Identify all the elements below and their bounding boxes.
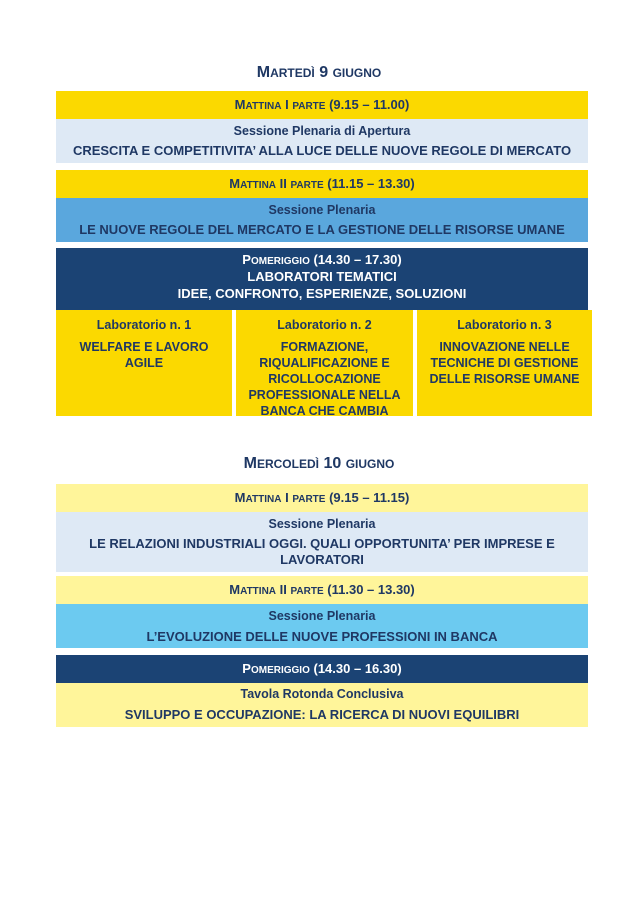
day2-session3-block <box>56 683 588 727</box>
lab-1-body: WELFARE E LAVORO AGILE <box>79 340 209 370</box>
session-topic: CRESCITA E COMPETITIVITA’ ALLA LUCE DELLE NUOVE REGOLE DI MERCATO <box>72 143 572 158</box>
session-topic: L’EVOLUZIONE DELLE NUOVE PROFESSIONI IN BANCA <box>146 629 498 644</box>
day1-morning1-bar: MATTINA I PARTE (9.15 – 11.00) <box>56 91 588 119</box>
lab-1-box <box>56 310 232 416</box>
session-label: Sessione Plenaria di Apertura <box>233 124 411 138</box>
session-topic-line2: LAVORATORI <box>280 552 364 567</box>
lab-1-title: Laboratorio n. 1 <box>96 318 192 332</box>
day2-session2-block <box>56 604 588 648</box>
afternoon-heading: LABORATORI TEMATICI <box>247 269 397 284</box>
lab-3-title: Laboratorio n. 3 <box>457 318 552 332</box>
day1-session1-block <box>56 119 588 163</box>
day2-afternoon-bar: POMERIGGIO (14.30 – 16.30) <box>56 655 588 683</box>
session-topic: SVILUPPO E OCCUPAZIONE: LA RICERCA DI NUOVI EQUILIBRI <box>124 707 520 722</box>
afternoon-subheading: IDEE, CONFRONTO, ESPERIENZE, SOLUZIONI <box>177 286 467 301</box>
session-label: Sessione Plenaria <box>268 517 376 531</box>
day1-session2-block <box>56 198 588 242</box>
lab-2-box <box>236 310 413 416</box>
day2-title: MERCOLEDÌ 10 GIUGNO <box>243 455 395 472</box>
day1-morning2-bar: MATTINA II PARTE (11.15 – 13.30) <box>56 170 588 198</box>
day2-morning1-bar: MATTINA I PARTE (9.15 – 11.15) <box>56 484 588 512</box>
day2-morning2-bar: MATTINA II PARTE (11.30 – 13.30) <box>56 576 588 604</box>
lab-2-body: FORMAZIONE, RIQUALIFICAZIONE E RICOLLOCAZIONE PROFESSIONALE NELLA BANCA CHE CAMBIA <box>248 340 401 418</box>
session-topic-line1: LE RELAZIONI INDUSTRIALI OGGI. QUALI OPPORTUNITA’ PER IMPRESE E <box>89 536 555 551</box>
day1-afternoon-block <box>56 248 588 310</box>
session-label: Tavola Rotonda Conclusiva <box>240 687 404 701</box>
lab-3-body: INNOVAZIONE NELLE TECNICHE DI GESTIONE DELLE RISORSE UMANE <box>429 340 580 386</box>
session-label: Sessione Plenaria <box>268 609 376 623</box>
lab-2-title: Laboratorio n. 2 <box>277 318 372 332</box>
afternoon-slot: POMERIGGIO (14.30 – 17.30) <box>242 252 402 267</box>
day2-session1-block <box>56 512 588 572</box>
session-label: Sessione Plenaria <box>268 203 376 217</box>
session-topic: LE NUOVE REGOLE DEL MERCATO E LA GESTIONE DELLE RISORSE UMANE <box>79 222 565 237</box>
lab-3-box <box>417 310 592 416</box>
day1-title: MARTEDÌ 9 GIUGNO <box>256 64 382 81</box>
